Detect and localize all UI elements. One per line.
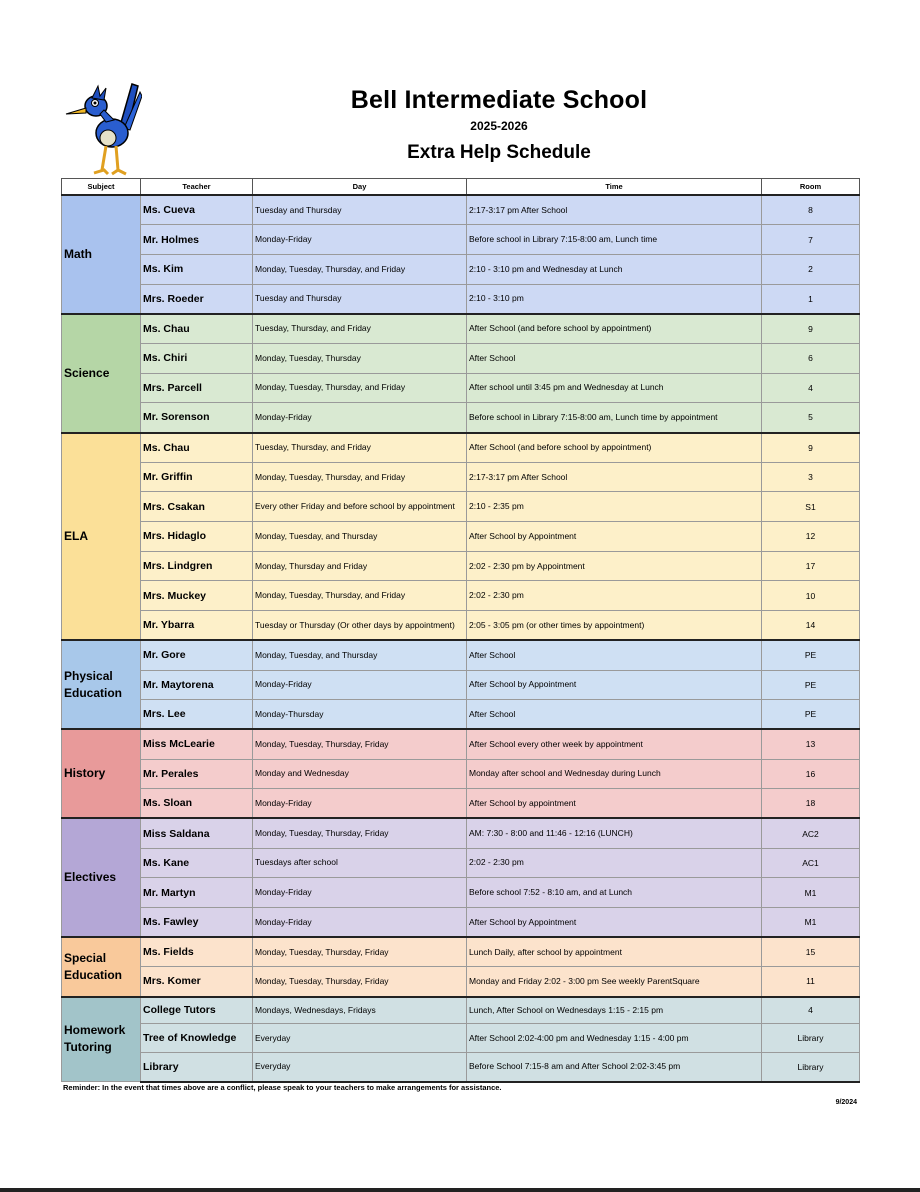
table-row: [62, 403, 860, 433]
day-cell: Tuesday, Thursday, and Friday: [253, 314, 467, 344]
time-cell: After School by Appointment: [467, 522, 762, 552]
teacher-cell: Mrs. Hidaglo: [141, 522, 253, 552]
time-cell: Lunch Daily, after school by appointment: [467, 937, 762, 967]
teacher-cell: Mrs. Muckey: [141, 581, 253, 611]
table-row: [62, 759, 860, 789]
day-cell: Monday, Tuesday, Thursday, and Friday: [253, 373, 467, 403]
time-cell: 2:02 - 2:30 pm: [467, 848, 762, 878]
subject-cell: Science: [62, 314, 141, 433]
day-cell: Tuesday or Thursday (Or other days by appointment): [253, 611, 467, 641]
day-cell: Monday-Friday: [253, 908, 467, 938]
day-cell: Everyday: [253, 1053, 467, 1082]
teacher-cell: Mrs. Lindgren: [141, 551, 253, 581]
room-cell: 5: [762, 403, 860, 433]
time-cell: Before school in Library 7:15-8:00 am, Lunch time: [467, 225, 762, 255]
teacher-cell: Mr. Perales: [141, 759, 253, 789]
room-cell: 7: [762, 225, 860, 255]
table-row: [62, 640, 860, 670]
teacher-cell: Library: [141, 1053, 253, 1082]
room-cell: 12: [762, 522, 860, 552]
teacher-cell: Mrs. Roeder: [141, 284, 253, 314]
day-cell: Tuesday and Thursday: [253, 195, 467, 225]
day-cell: Everyday: [253, 1024, 467, 1053]
room-cell: AC2: [762, 818, 860, 848]
room-cell: 8: [762, 195, 860, 225]
time-cell: After School: [467, 343, 762, 373]
table-row: [62, 848, 860, 878]
time-cell: 2:17-3:17 pm After School: [467, 195, 762, 225]
table-row: [62, 611, 860, 641]
day-cell: Monday, Tuesday, Thursday, and Friday: [253, 581, 467, 611]
subject-cell: Electives: [62, 818, 141, 937]
time-cell: 2:10 - 3:10 pm: [467, 284, 762, 314]
room-cell: 13: [762, 729, 860, 759]
subject-cell: Math: [62, 195, 141, 314]
column-header-day: Day: [253, 179, 467, 196]
day-cell: Monday, Tuesday, Thursday: [253, 343, 467, 373]
reminder-note: Reminder: In the event that times above are a conflict, please speak to your teachers to make arrangements for assistance.: [63, 1083, 502, 1092]
day-cell: Monday and Wednesday: [253, 759, 467, 789]
extra-help-table: [61, 178, 860, 1083]
teacher-cell: College Tutors: [141, 997, 253, 1024]
room-cell: PE: [762, 670, 860, 700]
subject-cell: History: [62, 729, 141, 818]
room-cell: 11: [762, 967, 860, 997]
teacher-cell: Mr. Holmes: [141, 225, 253, 255]
day-cell: Monday, Tuesday, Thursday, Friday: [253, 818, 467, 848]
table-row: [62, 670, 860, 700]
table-row: [62, 195, 860, 225]
time-cell: After School every other week by appointment: [467, 729, 762, 759]
teacher-cell: Ms. Cueva: [141, 195, 253, 225]
room-cell: 14: [762, 611, 860, 641]
time-cell: Lunch, After School on Wednesdays 1:15 - 2:15 pm: [467, 997, 762, 1024]
time-cell: After School (and before school by appointment): [467, 314, 762, 344]
time-cell: After School by Appointment: [467, 670, 762, 700]
table-row: [62, 254, 860, 284]
room-cell: 3: [762, 462, 860, 492]
teacher-cell: Miss McLearie: [141, 729, 253, 759]
day-cell: Monday-Friday: [253, 878, 467, 908]
day-cell: Monday-Thursday: [253, 700, 467, 730]
column-header-teacher: Teacher: [141, 179, 253, 196]
table-body: [62, 195, 860, 1082]
day-cell: Monday, Tuesday, Thursday, Friday: [253, 729, 467, 759]
table-row: [62, 581, 860, 611]
day-cell: Monday, Thursday and Friday: [253, 551, 467, 581]
time-cell: Monday after school and Wednesday during Lunch: [467, 759, 762, 789]
time-cell: After school until 3:45 pm and Wednesday at Lunch: [467, 373, 762, 403]
teacher-cell: Ms. Fawley: [141, 908, 253, 938]
time-cell: 2:10 - 2:35 pm: [467, 492, 762, 522]
teacher-cell: Mrs. Csakan: [141, 492, 253, 522]
room-cell: 9: [762, 433, 860, 463]
room-cell: 9: [762, 314, 860, 344]
day-cell: Monday, Tuesday, and Thursday: [253, 522, 467, 552]
day-cell: Monday-Friday: [253, 225, 467, 255]
table-row: [62, 1024, 860, 1053]
day-cell: Tuesdays after school: [253, 848, 467, 878]
table-row: [62, 314, 860, 344]
table-row: [62, 284, 860, 314]
time-cell: After School by Appointment: [467, 908, 762, 938]
table-row: [62, 492, 860, 522]
page-code: 9/2024: [835, 1099, 857, 1106]
time-cell: Before school in Library 7:15-8:00 am, Lunch time by appointment: [467, 403, 762, 433]
teacher-cell: Mr. Griffin: [141, 462, 253, 492]
bottom-rule: [0, 1188, 920, 1192]
subject-cell: Homework Tutoring: [62, 997, 141, 1082]
table-row: [62, 433, 860, 463]
room-cell: 1: [762, 284, 860, 314]
time-cell: 2:02 - 2:30 pm: [467, 581, 762, 611]
room-cell: 15: [762, 937, 860, 967]
table-row: [62, 551, 860, 581]
room-cell: M1: [762, 878, 860, 908]
time-cell: 2:02 - 2:30 pm by Appointment: [467, 551, 762, 581]
time-cell: Before School 7:15-8 am and After School 2:02-3:45 pm: [467, 1053, 762, 1082]
time-cell: After School (and before school by appointment): [467, 433, 762, 463]
school-name: Bell Intermediate School: [350, 86, 648, 114]
column-header-subject: Subject: [62, 179, 141, 196]
room-cell: 16: [762, 759, 860, 789]
teacher-cell: Mr. Maytorena: [141, 670, 253, 700]
school-year: 2025-2026: [470, 119, 528, 133]
teacher-cell: Mr. Gore: [141, 640, 253, 670]
day-cell: Monday-Friday: [253, 789, 467, 819]
room-cell: AC1: [762, 848, 860, 878]
room-cell: S1: [762, 492, 860, 522]
teacher-cell: Mrs. Parcell: [141, 373, 253, 403]
time-cell: Monday and Friday 2:02 - 3:00 pm See weekly ParentSquare: [467, 967, 762, 997]
table-row: [62, 997, 860, 1024]
table-row: [62, 462, 860, 492]
teacher-cell: Mr. Sorenson: [141, 403, 253, 433]
table-row: [62, 225, 860, 255]
day-cell: Every other Friday and before school by appointment: [253, 492, 467, 522]
room-cell: 18: [762, 789, 860, 819]
time-cell: 2:17-3:17 pm After School: [467, 462, 762, 492]
teacher-cell: Ms. Kim: [141, 254, 253, 284]
table-row: [62, 908, 860, 938]
time-cell: 2:10 - 3:10 pm and Wednesday at Lunch: [467, 254, 762, 284]
schedule-title: Extra Help Schedule: [407, 142, 591, 163]
room-cell: PE: [762, 700, 860, 730]
room-cell: 17: [762, 551, 860, 581]
subject-cell: ELA: [62, 433, 141, 641]
table-row: [62, 818, 860, 848]
day-cell: Monday, Tuesday, Thursday, Friday: [253, 967, 467, 997]
time-cell: 2:05 - 3:05 pm (or other times by appointment): [467, 611, 762, 641]
day-cell: Monday-Friday: [253, 403, 467, 433]
time-cell: After School 2:02-4:00 pm and Wednesday 1:15 - 4:00 pm: [467, 1024, 762, 1053]
page-header: [0, 0, 920, 178]
room-cell: 4: [762, 373, 860, 403]
time-cell: After School: [467, 640, 762, 670]
teacher-cell: Mrs. Komer: [141, 967, 253, 997]
subject-cell: Physical Education: [62, 640, 141, 729]
column-header-room: Room: [762, 179, 860, 196]
table-row: [62, 878, 860, 908]
teacher-cell: Ms. Chau: [141, 433, 253, 463]
table-row: [62, 937, 860, 967]
teacher-cell: Ms. Chau: [141, 314, 253, 344]
room-cell: Library: [762, 1053, 860, 1082]
teacher-cell: Tree of Knowledge: [141, 1024, 253, 1053]
time-cell: After School: [467, 700, 762, 730]
room-cell: 10: [762, 581, 860, 611]
room-cell: M1: [762, 908, 860, 938]
table-row: [62, 373, 860, 403]
time-cell: AM: 7:30 - 8:00 and 11:46 - 12:16 (LUNCH): [467, 818, 762, 848]
table-header-row: [62, 179, 860, 196]
teacher-cell: Ms. Chiri: [141, 343, 253, 373]
day-cell: Monday-Friday: [253, 670, 467, 700]
table-row: [62, 700, 860, 730]
subject-cell: Special Education: [62, 937, 141, 996]
day-cell: Monday, Tuesday, and Thursday: [253, 640, 467, 670]
teacher-cell: Ms. Fields: [141, 937, 253, 967]
table-row: [62, 522, 860, 552]
room-cell: 2: [762, 254, 860, 284]
time-cell: Before school 7:52 - 8:10 am, and at Lunch: [467, 878, 762, 908]
teacher-cell: Mr. Martyn: [141, 878, 253, 908]
day-cell: Monday, Tuesday, Thursday, and Friday: [253, 462, 467, 492]
room-cell: 6: [762, 343, 860, 373]
teacher-cell: Ms. Kane: [141, 848, 253, 878]
table-row: [62, 1053, 860, 1082]
room-cell: Library: [762, 1024, 860, 1053]
table-row: [62, 729, 860, 759]
day-cell: Monday, Tuesday, Thursday, Friday: [253, 937, 467, 967]
day-cell: Monday, Tuesday, Thursday, and Friday: [253, 254, 467, 284]
day-cell: Mondays, Wednesdays, Fridays: [253, 997, 467, 1024]
column-header-time: Time: [467, 179, 762, 196]
day-cell: Tuesday and Thursday: [253, 284, 467, 314]
teacher-cell: Mr. Ybarra: [141, 611, 253, 641]
teacher-cell: Ms. Sloan: [141, 789, 253, 819]
teacher-cell: Miss Saldana: [141, 818, 253, 848]
time-cell: After School by appointment: [467, 789, 762, 819]
room-cell: 4: [762, 997, 860, 1024]
room-cell: PE: [762, 640, 860, 670]
table-row: [62, 343, 860, 373]
teacher-cell: Mrs. Lee: [141, 700, 253, 730]
table-row: [62, 789, 860, 819]
table-row: [62, 967, 860, 997]
day-cell: Tuesday, Thursday, and Friday: [253, 433, 467, 463]
